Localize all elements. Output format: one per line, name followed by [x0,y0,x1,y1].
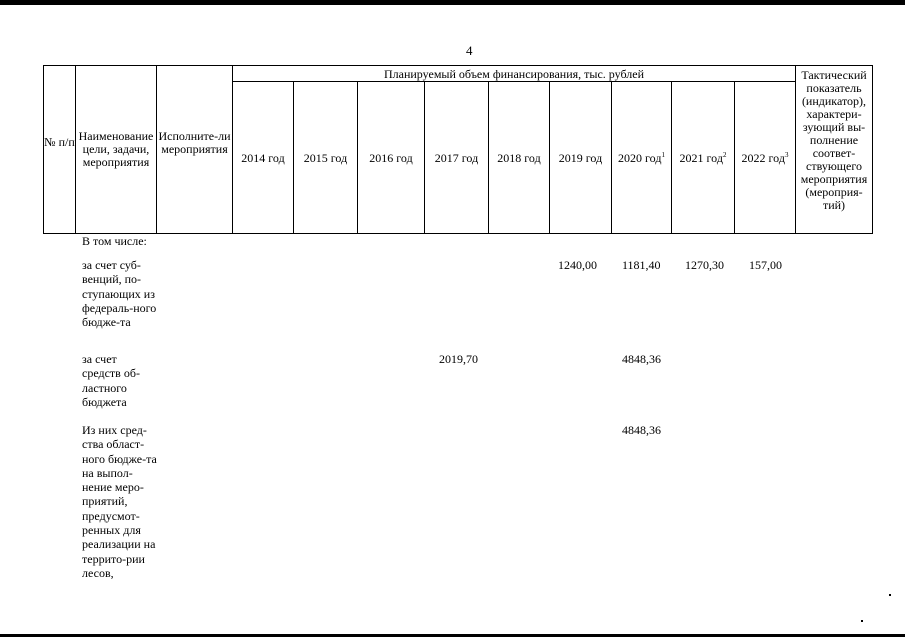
scan-speck [889,594,891,596]
table-cell-value: 4848,36 [622,352,661,366]
year-header: 2022 год$^3$ [741,151,789,165]
table-cell-value: 157,00 [749,258,782,272]
bottom-border [0,634,905,637]
table-row-label: В том числе: [82,234,147,248]
year-header: 2017 год [434,151,479,165]
year-header: 2018 год [497,151,541,165]
funding-group-header: Планируемый объем финансирования, тыс. рублей [383,67,644,81]
name-column-header: Наименование цели, задачи, мероприятия [78,129,154,169]
page-number: 4 [466,43,473,58]
top-border [0,0,905,5]
table-cell-value: 1240,00 [558,258,597,272]
num-column-header: № п/п [44,135,75,149]
scan-speck [861,620,863,622]
table-cell-value: 4848,36 [622,423,661,437]
year-header: 2015 год [303,151,348,165]
table-cell-value: 1270,30 [685,258,724,272]
table-row-label: за счет средств об-ластного бюджета [82,352,140,409]
year-header: 2016 год [369,151,413,165]
table-row-label: за счет суб-венций, по-ступающих из федераль-ного бюдже-та [82,258,157,330]
indicator-column-header: Тактический показатель (индикатор), характери-зующий вы-полнение соответ-ствующего мероприятия (мероприя-тий) [800,68,868,212]
year-header: 2021 год$^2$ [679,151,727,165]
table-row-label: Из них сред-ства област-ного бюдже-та на выпол-нение меро-приятий, предусмот-ренных для реализации на террито-рии лесов, [82,423,157,580]
year-header: 2020 год$^1$ [618,151,665,165]
year-header: 2014 год [241,151,285,165]
table-cell-value: 1181,40 [622,258,661,272]
year-header: 2019 год [558,151,603,165]
table-cell-value: 2019,70 [439,352,478,366]
executor-column-header: Исполните-ли мероприятия [158,129,231,156]
